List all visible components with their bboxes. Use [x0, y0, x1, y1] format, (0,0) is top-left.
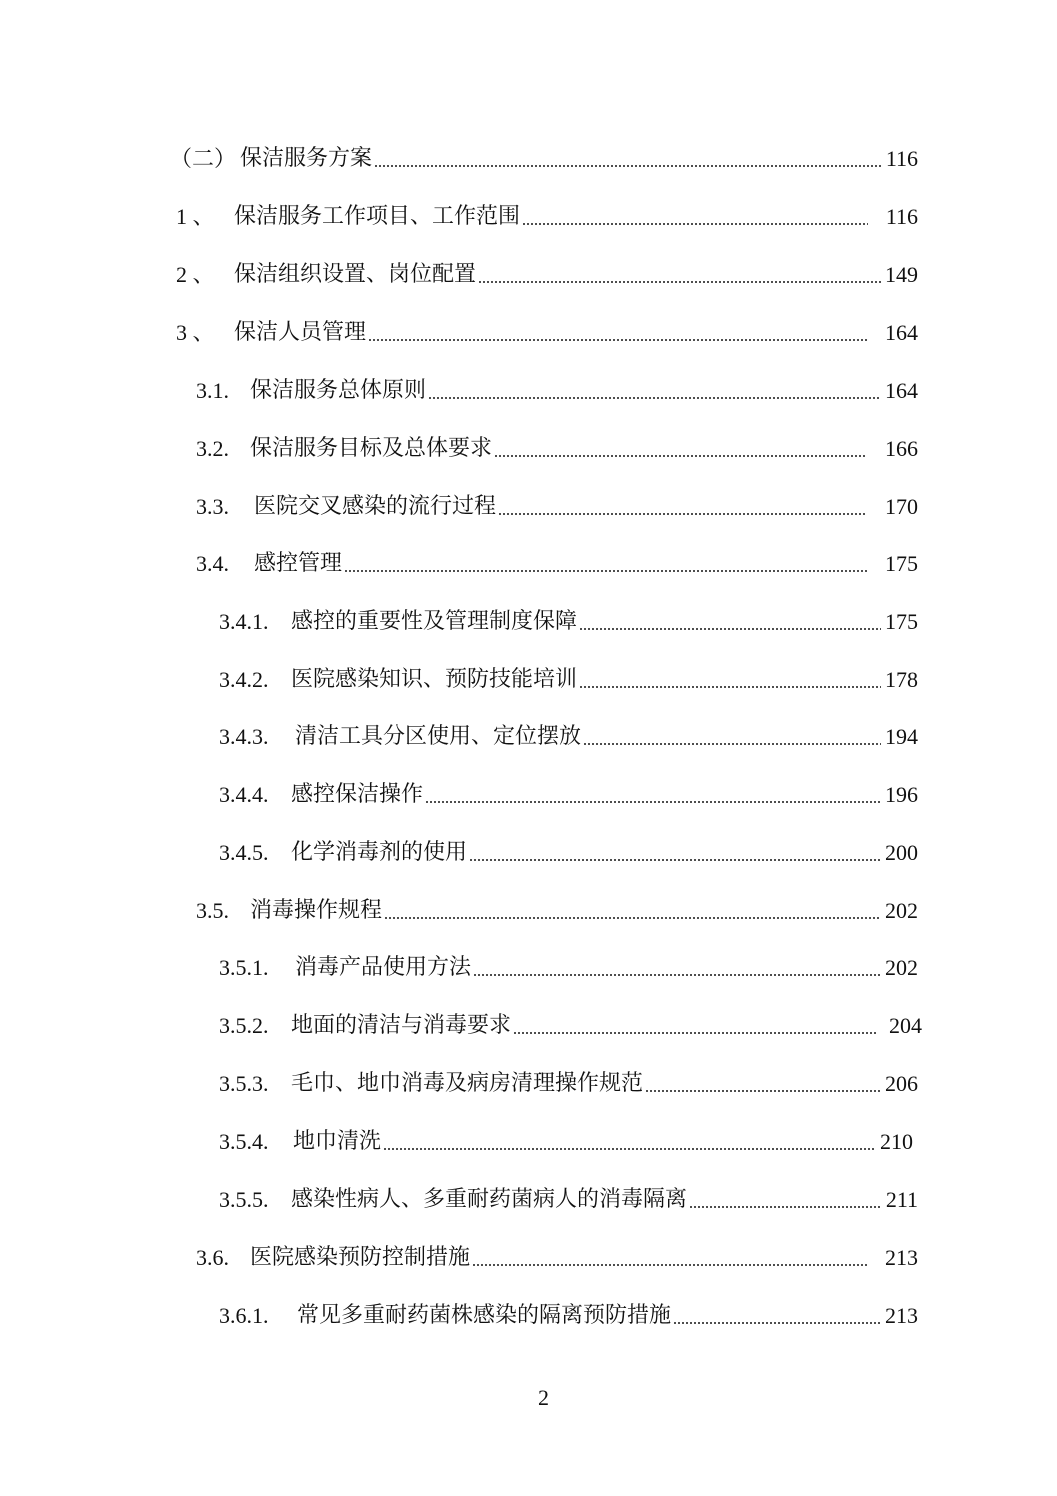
toc-entry-page: 202: [885, 898, 918, 923]
toc-entry-number: 3.3.: [196, 494, 229, 519]
toc-entry-number: 2 、: [176, 262, 215, 287]
toc-entry[interactable]: [219, 838, 918, 868]
toc-leader-dots: [579, 628, 881, 630]
toc-entry[interactable]: [176, 260, 918, 290]
toc-entry-title: 医院感染知识、预防技能培训: [291, 667, 578, 692]
toc-entry-number: 3.4.4.: [219, 782, 269, 807]
toc-entry-title: 常见多重耐药菌株感染的隔离预防措施: [297, 1303, 672, 1328]
toc-entry[interactable]: [219, 1127, 913, 1157]
toc-entry-page: 196: [885, 782, 918, 807]
toc-entry-page: 210: [880, 1129, 913, 1154]
toc-leader-dots: [513, 1032, 877, 1034]
toc-entry-title: 毛巾、地巾消毒及病房清理操作规范: [291, 1071, 644, 1096]
toc-leader-dots: [478, 281, 881, 283]
toc-entry-title: 保洁人员管理: [234, 320, 367, 345]
toc-entry-number: 3.5.3.: [219, 1071, 269, 1096]
toc-entry-title: 感控管理: [254, 551, 343, 576]
toc-leader-dots: [473, 974, 881, 976]
toc-entry-page: 116: [885, 146, 918, 171]
toc-entry[interactable]: [196, 896, 918, 926]
toc-entry-number: 3.4.1.: [219, 609, 269, 634]
toc-entry-title: 地面的清洁与消毒要求: [291, 1013, 512, 1038]
toc-entry-title: 消毒产品使用方法: [295, 955, 472, 980]
toc-entry[interactable]: [219, 1185, 918, 1215]
toc-entry-title: 地巾清洗: [293, 1129, 382, 1154]
toc-leader-dots: [368, 339, 867, 341]
toc-entry[interactable]: [219, 1301, 918, 1331]
toc-leader-dots: [579, 686, 881, 688]
toc-entry-number: 3.5.4.: [219, 1129, 269, 1154]
toc-entry-page: 149: [885, 262, 918, 287]
toc-entry-page: 194: [885, 724, 918, 749]
toc-entry-number: 3.4.2.: [219, 667, 269, 692]
toc-entry-page: 213: [885, 1245, 918, 1270]
toc-entry-number: 3.6.1.: [219, 1303, 269, 1328]
toc-entry-number: 3.5.: [196, 898, 229, 923]
toc-entry[interactable]: [196, 1243, 918, 1273]
toc-leader-dots: [469, 859, 881, 861]
toc-entry[interactable]: [176, 202, 918, 232]
toc-entry-title: 保洁服务工作项目、工作范围: [234, 204, 521, 229]
toc-entry-page: 170: [885, 494, 918, 519]
toc-leader-dots: [583, 743, 881, 745]
toc-entry-title: 保洁服务方案: [240, 146, 373, 171]
toc-entry-number: 3.6.: [196, 1245, 229, 1270]
toc-leader-dots: [673, 1322, 881, 1324]
toc-entry-number: 3 、: [176, 320, 215, 345]
toc-entry-number: 1 、: [176, 204, 215, 229]
toc-entry-title: 感染性病人、多重耐药菌病人的消毒隔离: [291, 1187, 688, 1212]
toc-entry-title: 感控保洁操作: [291, 782, 424, 807]
toc-entry[interactable]: [219, 780, 918, 810]
toc-entry-number: 3.4.3.: [219, 724, 269, 749]
toc-entry[interactable]: [176, 318, 918, 348]
toc-entry-title: 清洁工具分区使用、定位摆放: [295, 724, 582, 749]
toc-entry-title: 消毒操作规程: [250, 898, 383, 923]
toc-leader-dots: [425, 801, 881, 803]
toc-entry-page: 202: [885, 955, 918, 980]
toc-entry[interactable]: [219, 665, 918, 695]
toc-leader-dots: [428, 397, 881, 399]
toc-entry-title: 感控的重要性及管理制度保障: [291, 609, 578, 634]
toc-leader-dots: [472, 1264, 869, 1266]
toc-leader-dots: [383, 1148, 876, 1150]
toc-entry-page: 211: [885, 1187, 918, 1212]
toc-entry-page: 200: [885, 840, 918, 865]
toc-entry-page: 164: [885, 320, 918, 345]
toc-entry-title: 保洁服务目标及总体要求: [250, 436, 493, 461]
toc-entry-page: 204: [889, 1013, 922, 1038]
toc-entry-page: 116: [885, 204, 918, 229]
page-number: 2: [538, 1385, 549, 1410]
toc-entry-page: 175: [885, 609, 918, 634]
toc-entry-number: （二）: [170, 146, 237, 171]
toc-entry-page: 178: [885, 667, 918, 692]
toc-entry-page: 213: [885, 1303, 918, 1328]
toc-entry[interactable]: [219, 607, 918, 637]
toc-entry-title: 保洁服务总体原则: [250, 378, 427, 403]
toc-entry[interactable]: [219, 1011, 922, 1041]
toc-entry-title: 化学消毒剂的使用: [291, 840, 468, 865]
toc-entry-title: 医院感染预防控制措施: [250, 1245, 471, 1270]
toc-entry[interactable]: [219, 953, 918, 983]
toc-entry-number: 3.2.: [196, 436, 229, 461]
toc-entry[interactable]: [196, 549, 918, 579]
toc-leader-dots: [498, 513, 867, 515]
toc-entry-page: 206: [885, 1071, 918, 1096]
toc-entry-page: 175: [885, 551, 918, 576]
toc-entry[interactable]: [196, 492, 918, 522]
toc-leader-dots: [384, 917, 881, 919]
toc-leader-dots: [494, 455, 867, 457]
toc-entry-number: 3.4.5.: [219, 840, 269, 865]
toc-entry-number: 3.5.1.: [219, 955, 269, 980]
toc-entry-number: 3.4.: [196, 551, 229, 576]
toc-entry-title: 医院交叉感染的流行过程: [254, 494, 497, 519]
toc-entry-title: 保洁组织设置、岗位配置: [234, 262, 477, 287]
toc-entry-page: 164: [885, 378, 918, 403]
toc-entry-page: 166: [885, 436, 918, 461]
toc-entry[interactable]: [219, 722, 918, 752]
toc-entry[interactable]: [196, 434, 918, 464]
toc-leader-dots: [344, 570, 867, 572]
toc-entry[interactable]: [196, 376, 918, 406]
toc-leader-dots: [645, 1090, 881, 1092]
toc-leader-dots: [522, 223, 868, 225]
toc-entry-number: 3.5.2.: [219, 1013, 269, 1038]
toc-entry-number: 3.5.5.: [219, 1187, 269, 1212]
toc-entry[interactable]: [170, 144, 918, 174]
toc-entry[interactable]: [219, 1069, 918, 1099]
toc-leader-dots: [374, 165, 882, 167]
toc-leader-dots: [689, 1206, 882, 1208]
toc-entry-number: 3.1.: [196, 378, 229, 403]
